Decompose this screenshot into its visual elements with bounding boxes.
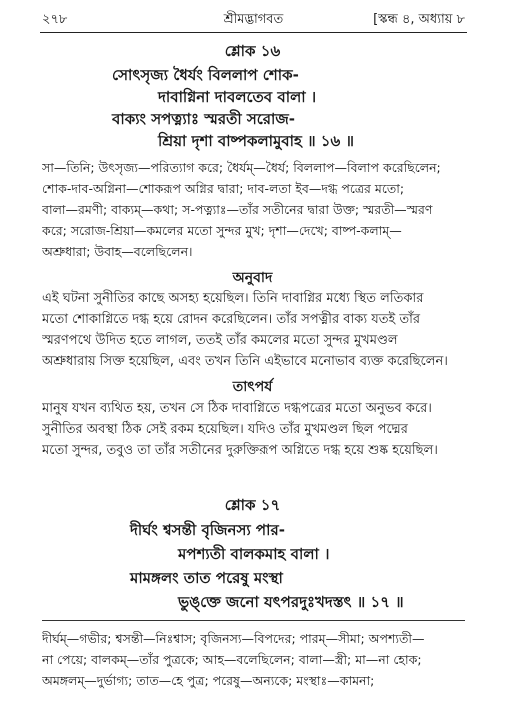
sloka-16-line-2: দাবাগ্নিনা দাবলতেব বালা । (158, 88, 317, 106)
page-number: ২৭৮ (42, 12, 68, 27)
synonym-line: সা—তিনি; উৎসৃজ্য—পরিত্যাগ করে; ধৈর্যম্—ধৈর্য; বিললাপ—বিলাপ করেছিলেন; (42, 160, 441, 175)
header-rule (40, 32, 467, 33)
sloka-16-synonyms (42, 157, 472, 262)
purport-heading: তাৎপর্য (232, 379, 273, 395)
synonym-line: করে; সরোজ-শ্রিয়া—কমলের মতো সুন্দর মুখ; দৃশা—দেখে; বাষ্প-কলাম্— (42, 223, 402, 238)
sloka-17-title: শ্লোক ১৭ (224, 496, 281, 514)
purport-line: মানুষ যখন ব্যথিত হয়, তখন সে ঠিক দাবাগ্নিতে দগ্ধপত্রের মতো অনুভব করে। (42, 401, 432, 416)
sloka-17-line-4: ভুঙ্‌ক্তে জনো যৎপরদুঃখদস্তৎ ॥ ১৭ ॥ (178, 593, 404, 611)
sloka-17-line-3: মামঙ্গলং তাত পরেষু মংস্থা (130, 569, 283, 587)
synonym-line: বালা—রমণী; বাক্যম্—কথা; স-পত্ন্যাঃ—তাঁর সতীনের দ্বারা উক্ত; স্মরতী—স্মরণ (42, 202, 433, 217)
synonym-line: শোক-দাব-অগ্নিনা—শোকরূপ অগ্নির দ্বারা; দাব-লতা ইব—দগ্ধ পত্রের মতো; (42, 181, 405, 196)
page-header (42, 10, 465, 30)
translation-heading: অনুবাদ (232, 270, 273, 286)
sloka-17-synonyms (42, 628, 472, 691)
translation-line: এই ঘটনা সুনীতির কাছে অসহ্য হয়েছিল। তিনি দাবাগ্নির মধ্যে স্থিত লতিকার (42, 291, 424, 306)
sloka-17-line-1: দীর্ঘং শ্বসন্তী বৃজিনস্য পার- (130, 521, 285, 539)
sloka-17-line-2: মপশ্যতী বালকমাহ বালা । (178, 545, 330, 563)
purport-line: মতো সুন্দর, তবুও তা তাঁর সতীনের দুরুক্তিরূপ অগ্নিতে দগ্ধ হয়ে শুষ্ক হয়েছিল। (42, 443, 438, 458)
translation-line: মতো শোকাগ্নিতে দগ্ধ হয়ে রোদন করেছিলেন। তাঁর সপত্নীর বাক্য যতই তাঁর (42, 312, 421, 327)
chapter-context: [স্কন্ধ ৪, অধ্যায় ৮ (373, 12, 465, 27)
sloka-16-title: শ্লোক ১৬ (224, 42, 281, 60)
sloka-16-translation (42, 288, 474, 372)
synonym-line: দীর্ঘম্—গভীর; শ্বসন্তী—নিঃশ্বাস; বৃজিনস্য—বিপদের; পারম্—সীমা; অপশ্যতী— (42, 631, 425, 646)
sloka-16-line-1: সোৎসৃজ্য ধৈর্যং বিললাপ শোক- (112, 66, 299, 84)
translation-line: স্মরণপথে উদিত হতে লাগল, ততই তাঁর কমলের মতো সুন্দর মুখমণ্ডল (42, 333, 398, 348)
sloka-16-line-3: বাক্যং সপত্ন্যাঃ স্মরতী সরোজ- (112, 110, 296, 128)
section-divider (42, 620, 465, 621)
book-title: শ্রীমদ্ভাগবত (223, 12, 284, 27)
synonym-line: না পেয়ে; বালকম্—তাঁর পুত্রকে; আহ—বলেছিলেন; বালা—স্ত্রী; মা—না হোক; (42, 652, 422, 667)
purport-line: সুনীতির অবস্থা ঠিক সেই রকম হয়েছিল। যদিও তাঁর মুখমণ্ডল ছিল পদ্মের (42, 422, 408, 437)
synonym-line: অমঙ্গলম্—দুর্ভাগ্য; তাত—হে পুত্র; পরেষু—অন্যকে; মংস্থাঃ—কামনা; (42, 673, 375, 688)
translation-line: অশ্রুধারায় সিক্ত হয়েছিল, এবং তখন তিনি এইভাবে মনোভাব ব্যক্ত করেছিলেন। (42, 354, 448, 369)
sloka-16-purport (42, 398, 474, 461)
synonym-line: অশ্রুধারা; উবাহ—বলেছিলেন। (42, 244, 193, 259)
sloka-16-line-4: শ্রিয়া দৃশা বাষ্পকলামুবাহ ॥ ১৬ ॥ (158, 132, 355, 150)
